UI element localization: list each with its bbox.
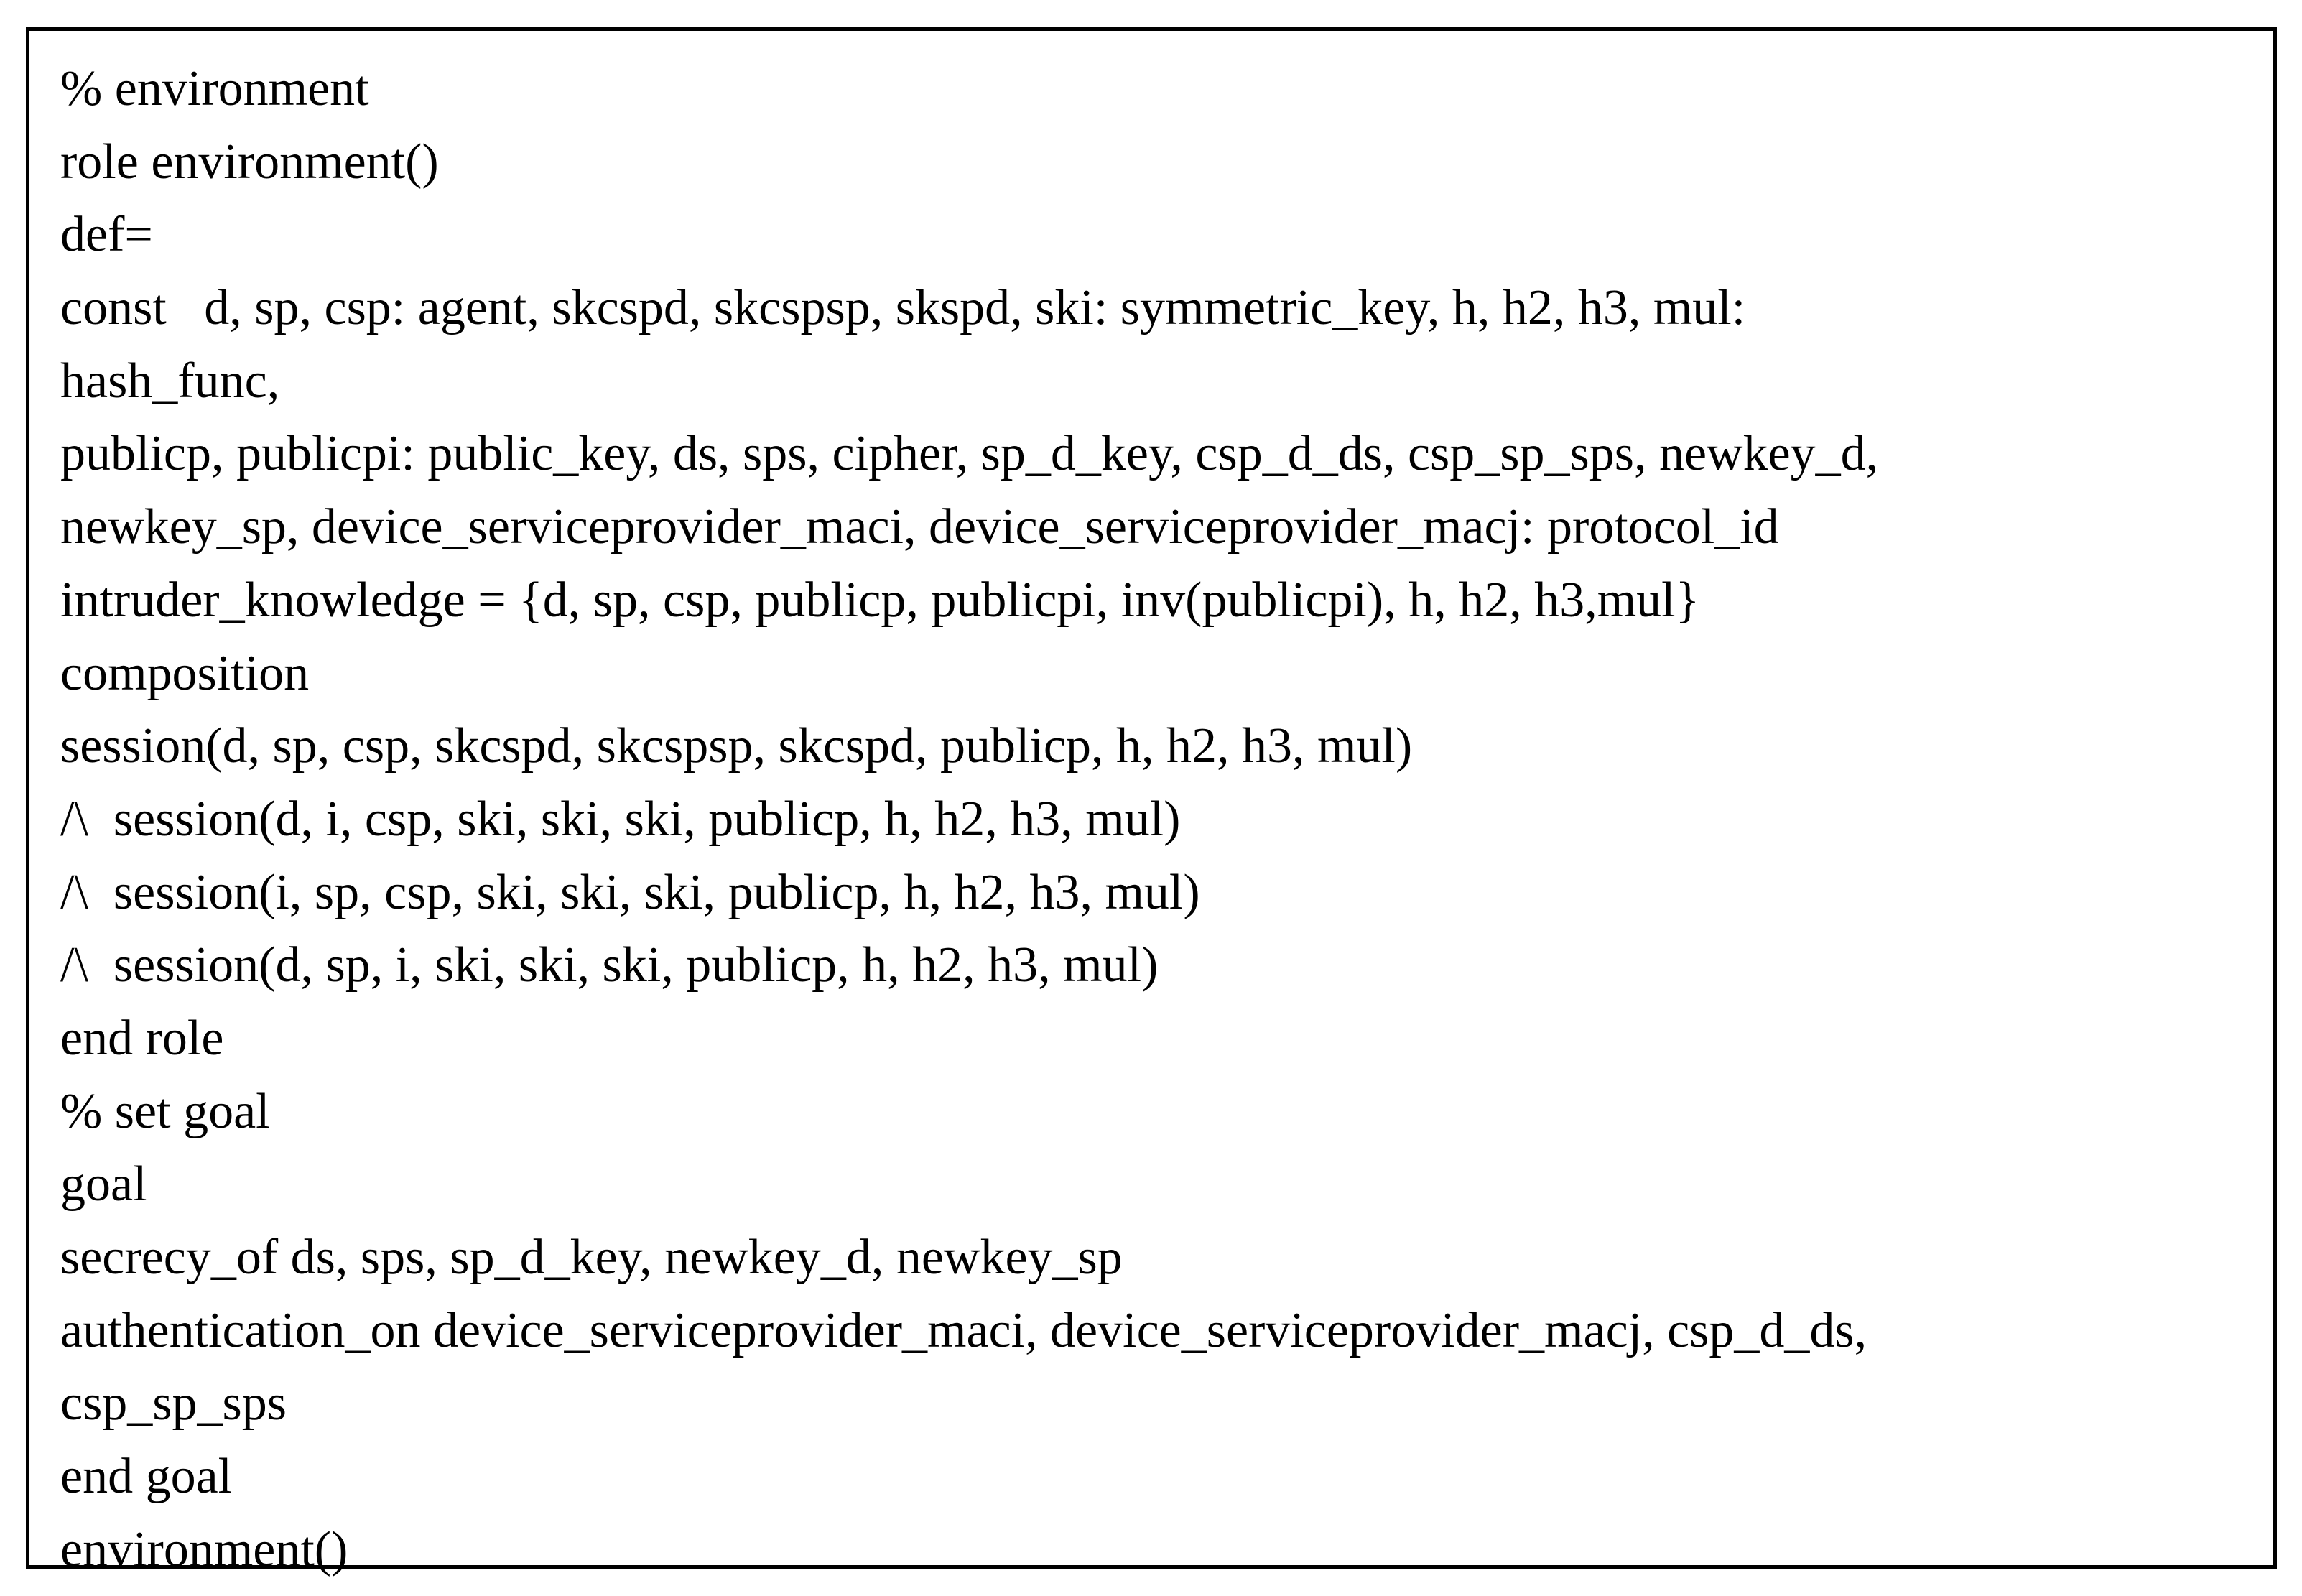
code-line: intruder_knowledge = {d, sp, csp, publicp, publicpi, inv(publicpi), h, h2, h3,mul} — [60, 572, 1700, 628]
code-line: const d, sp, csp: agent, skcspd, skcspsp, skspd, ski: symmetric_key, h, h2, h3, mul: — [60, 280, 1746, 336]
code-line: secrecy_of ds, sps, sp_d_key, newkey_d, newkey_sp — [60, 1230, 1123, 1285]
code-line: /\ session(d, i, csp, ski, ski, ski, publicp, h, h2, h3, mul) — [60, 791, 1181, 847]
code-listing-box — [26, 27, 2277, 1577]
code-line: newkey_sp, device_serviceprovider_maci, device_serviceprovider_macj: protocol_id — [60, 499, 1779, 555]
code-line: csp_sp_sps — [60, 1375, 287, 1432]
code-line: end role — [60, 1010, 224, 1066]
code-line: session(d, sp, csp, skcspd, skcspsp, skcspd, publicp, h, h2, h3, mul) — [60, 718, 1413, 774]
code-line: environment() — [60, 1521, 348, 1577]
code-line: goal — [60, 1156, 147, 1212]
code-listing — [60, 52, 1878, 1586]
code-line: /\ session(d, sp, i, ski, ski, ski, publicp, h, h2, h3, mul) — [60, 937, 1159, 993]
code-line: hash_func, — [60, 353, 280, 409]
code-line: def= — [60, 207, 153, 263]
code-line: authentication_on device_serviceprovider_maci, device_serviceprovider_macj, csp_d_ds, — [60, 1302, 1867, 1358]
code-line: /\ session(i, sp, csp, ski, ski, ski, publicp, h, h2, h3, mul) — [60, 864, 1200, 920]
code-line: publicp, publicpi: public_key, ds, sps, cipher, sp_d_key, csp_d_ds, csp_sp_sps, newkey_d, — [60, 426, 1879, 482]
code-line: composition — [60, 645, 310, 701]
code-line: end goal — [60, 1449, 233, 1505]
code-line: % environment — [60, 61, 369, 116]
code-line: role environment() — [60, 134, 439, 190]
code-line: % set goal — [60, 1083, 270, 1139]
